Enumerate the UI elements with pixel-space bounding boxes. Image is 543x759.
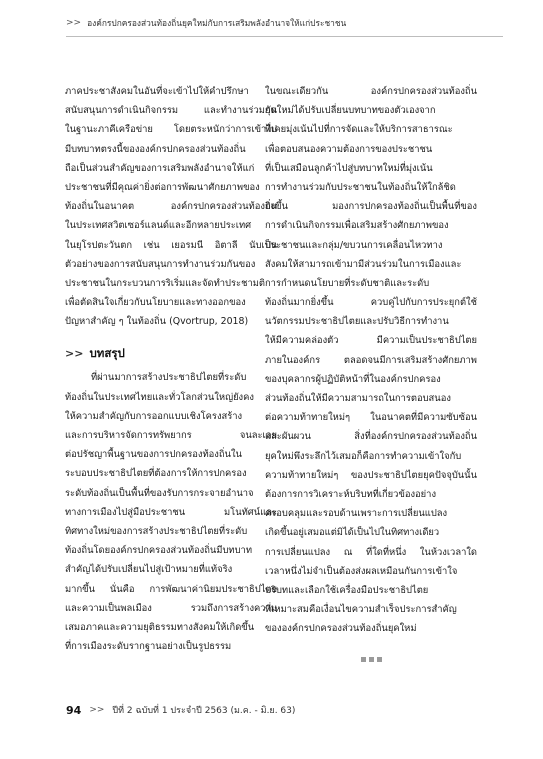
text-line: มากขึ้น นั่นคือ การพัฒนาค่านิยมประชาธิปไตย <box>65 583 277 595</box>
text-line: ปัญหาสำคัญ ๆ ในท้องถิ่น (Qvortrup, 2018) <box>65 316 249 328</box>
chevron-icon: >> <box>65 346 84 360</box>
text-line: เวลาหนึ่งไม่จำเป็นต้องส่งผลเหมือนกันการเข้าใจ <box>265 565 458 577</box>
right-column <box>265 82 477 660</box>
text-line: ในประเทศสวิตเซอร์แลนด์และอีกหลายประเทศ <box>65 220 252 232</box>
text-line: การกำหนดนโยบายที่ระดับชาติและระดับ <box>265 277 430 289</box>
text-line: ยุคใหม่ได้ปรับเปลี่ยนบทบาทของตัวเองจาก <box>265 105 436 117</box>
text-line: ต้องการการวิเคราะห์บริบทที่เกี่ยวข้องอย่าง <box>265 488 437 500</box>
square-icon <box>377 657 382 662</box>
header-divider <box>66 36 503 37</box>
text-line: ต่อปรัชญาพื้นฐานของการปกครองท้องถิ่นใน <box>65 449 242 461</box>
text-line: ระบอบประชาธิปไตยที่ต้องการให้การปกครอง <box>65 468 247 480</box>
text-line: ตัวอย่างของการสนับสนุนการทำงานร่วมกันของ <box>65 258 256 270</box>
text-line: ให้ความสำคัญกับการออกแบบเชิงโครงสร้าง <box>65 410 243 422</box>
paragraph <box>65 82 277 331</box>
text-line: ที่เป็นเสมือนลูกค้าไปสู่บทบาทใหม่ที่มุ่งเน้น <box>265 162 433 174</box>
text-line: นวัตกรรมประชาธิปไตยและปรับวิธีการทำงาน <box>265 316 449 328</box>
text-line: เพื่อตอบสนองความต้องการของประชาชน <box>265 143 433 155</box>
page-number: 94 <box>66 703 82 717</box>
text-line: ท้องถิ่นในอนาคต องค์กรปกครองส่วนท้องถิ่น <box>65 201 277 213</box>
text-line: ความท้าทายใหม่ๆ ของประชาธิปไตยยุคปัจจุบันนั้น <box>265 469 477 481</box>
text-line: ประชาชนและกลุ่ม/ขบวนการเคลื่อนไหวทาง <box>265 239 443 251</box>
text-line: เสมอภาคและความยุติธรรมทางสังคมให้เกิดขึ้น <box>65 621 255 633</box>
chevron-icon: >> <box>66 18 82 28</box>
text-line: การเปลี่ยนแปลง ณ ที่ใดที่หนึ่ง ในห้วงเวลาใด <box>265 546 477 558</box>
text-line: ถือเป็นส่วนสำคัญของการเสริมพลังอำนาจให้แก่ <box>65 162 255 174</box>
text-line: ท้องถิ่นในประเทศไทยและทั่วโลกส่วนใหญ่ยังคง <box>65 391 254 403</box>
text-line: ครอบคลุมและรอบด้านเพราะการเปลี่ยนแปลง <box>265 508 448 520</box>
text-line: ประชาชนในกระบวนการริเริ่มและจัดทำประชามติ <box>65 277 265 289</box>
text-line: ของบุคลากรผู้ปฏิบัติหน้าที่ในองค์กรปกครอง <box>265 373 441 385</box>
chevron-icon: >> <box>89 705 105 715</box>
end-of-article-mark <box>265 650 477 660</box>
left-column <box>65 82 277 656</box>
issue-info: ปีที่ 2 ฉบับที่ 1 ประจำปี 2563 (ม.ค. - มิ.ย. 63) <box>112 706 296 716</box>
text-line: สำคัญได้ปรับเปลี่ยนไปสู่เป้าหมายที่แท้จริง <box>65 564 233 576</box>
text-line: สังคมให้สามารถเข้ามามีส่วนร่วมในการเมืองและ <box>265 258 462 270</box>
text-line: ที่ผ่านมาการสร้างประชาธิปไตยที่ระดับ <box>91 372 247 384</box>
text-line: มีบทบาทตรงนี้ขององค์กรปกครองส่วนท้องถิ่น <box>65 143 246 155</box>
section-heading <box>65 342 277 364</box>
text-line: ท้องถิ่นมากยิ่งขึ้น ควบคู่ไปกับการประยุกต์ใช้ <box>265 297 477 309</box>
paragraph <box>265 82 477 638</box>
text-line: ทางการเมืองไปสู่มือประชาชน มโนทัศน์และ <box>65 506 277 518</box>
text-line: ที่การเมืองระดับรากฐานอย่างเป็นรูปธรรม <box>65 641 232 653</box>
square-icon <box>369 657 374 662</box>
text-line: เกิดขึ้นอยู่เสมอแต่มิได้เป็นไปในทิศทางเดียว <box>265 527 440 539</box>
text-line: สนับสนุนการดำเนินกิจกรรม และทำงานร่วมกัน <box>65 105 277 117</box>
text-line: บริบทและเลือกใช้เครื่องมือประชาธิปไตย <box>265 584 429 596</box>
running-header <box>66 15 503 31</box>
text-line: ที่เหมาะสมคือเงื่อนไขความสำเร็จประการสำคัญ <box>265 604 457 616</box>
text-line: และผันผวน สิ่งที่องค์กรปกครองส่วนท้องถิ่น <box>265 431 477 443</box>
text-line: และความเป็นพลเมือง รวมถึงการสร้างความ <box>65 602 277 614</box>
running-title: องค์กรปกครองส่วนท้องถิ่นยุคใหม่กับการเสริมพลังอำนาจให้แก่ประชาชน <box>87 18 347 28</box>
text-line: ในยุโรปตะวันตก เช่น เยอรมนี อิตาลี นับเป็น <box>65 239 277 251</box>
text-line: และการบริหารจัดการทรัพยากร จนละเลย <box>65 430 277 441</box>
text-line: ระดับท้องถิ่นเป็นพื้นที่ของรับการกระจายอำนาจ <box>65 487 254 499</box>
text-line: ส่วนท้องถิ่นให้มีความสามารถในการตอบสนอง <box>265 393 451 404</box>
text-line: ในขณะเดียวกัน องค์กรปกครองส่วนท้องถิ่น <box>265 86 477 97</box>
text-line: ภายในองค์กร ตลอดจนมีการเสริมสร้างศักยภาพ <box>265 354 477 366</box>
square-icon <box>361 657 366 662</box>
text-line: ยุคใหม่พึงระลึกไว้เสมอก็คือการทำความเข้าใจกับ <box>265 450 462 462</box>
text-line: การดำเนินกิจกรรมเพื่อเสริมสร้างศักยภาพของ <box>265 220 449 232</box>
text-line: ขององค์กรปกครองส่วนท้องถิ่นยุคใหม่ <box>265 623 417 635</box>
text-line: ยิ่งขึ้น มองการปกครองท้องถิ่นเป็นพื้นที่ของ <box>265 201 477 213</box>
text-line: ให้มีความคล่องตัว มีความเป็นประชาธิปไตย <box>265 335 477 347</box>
text-line: การทำงานร่วมกับประชาชนในท้องถิ่นให้ใกล้ชิด <box>265 181 456 193</box>
paragraph <box>65 368 277 656</box>
text-line: ต่อความท้าทายใหม่ๆ ในอนาคตที่มีความซับซ้อน <box>265 412 477 424</box>
text-line: เพื่อตัดสินใจเกี่ยวกับนโยบายและทางออกของ <box>65 297 246 309</box>
text-line: ท้องถิ่นโดยองค์กรปกครองส่วนท้องถิ่นมีบทบาท <box>65 545 252 557</box>
text-line: ที่เคยมุ่งเน้นไปที่การจัดและให้บริการสาธารณะ <box>265 124 453 136</box>
text-line: ในฐานะภาคีเครือข่าย โดยตระหนักว่าการเข้าไป <box>65 124 277 136</box>
text-line: ประชาชนที่มีคุณค่ายิ่งต่อการพัฒนาศักยภาพของ <box>65 181 260 193</box>
section-title: บทสรุป <box>89 345 125 360</box>
text-line: ทิศทางใหม่ของการสร้างประชาธิปไตยที่ระดับ <box>65 525 248 537</box>
text-line: ภาคประชาสังคมในอันที่จะเข้าไปให้คำปรึกษา <box>65 86 249 97</box>
page-footer <box>66 702 295 718</box>
